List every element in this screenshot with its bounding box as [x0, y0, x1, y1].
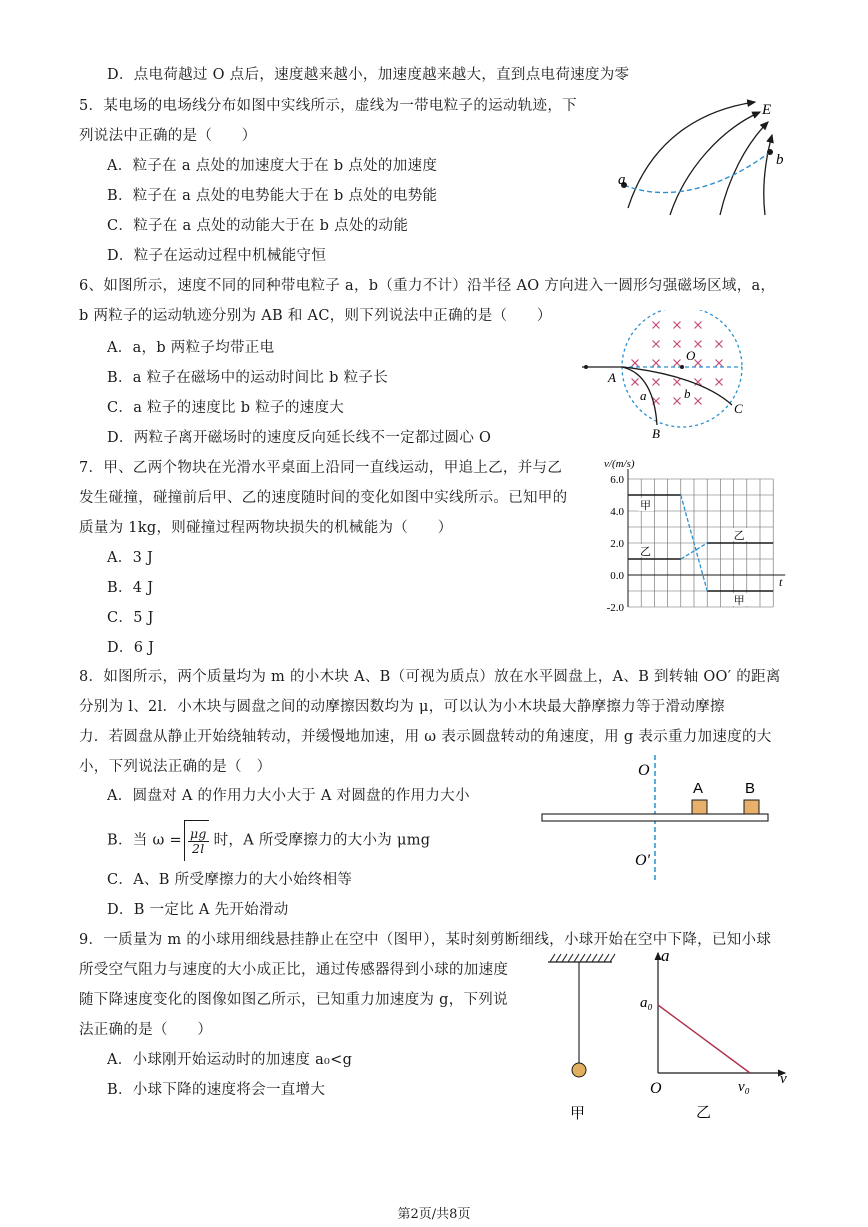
- svg-text:b: b: [684, 386, 691, 401]
- y-axis-label: v/(m/s): [604, 458, 635, 470]
- svg-text:a: a: [661, 946, 670, 965]
- y-tick-label: 4.0: [610, 506, 624, 518]
- svg-text:a: a: [640, 388, 647, 403]
- q7-option-b: B．4 J: [107, 580, 154, 596]
- svg-text:v₀: v₀: [738, 1079, 750, 1095]
- svg-text:O: O: [638, 762, 650, 779]
- q7-vt-chart: [590, 455, 790, 620]
- q6-option-b: B．a 粒子在磁场中的运动时间比 b 粒子长: [107, 370, 389, 386]
- q4-option-d: D．点电荷越过 O 点后，速度越来越小，加速度越来越大，直到点电荷速度为零: [107, 67, 630, 83]
- field-cross: [674, 322, 681, 329]
- series-label-yi-after: 乙: [733, 529, 745, 542]
- field-cross: [653, 341, 660, 348]
- q5-option-a: A．粒子在 a 点处的加速度大于在 b 点处的加速度: [107, 158, 438, 174]
- field-cross: [674, 398, 681, 405]
- svg-text:甲: 甲: [570, 1104, 586, 1122]
- svg-text:v: v: [780, 1071, 787, 1087]
- center-O: [680, 365, 684, 369]
- svg-text:B: B: [652, 426, 660, 441]
- q9-pendulum-figure: [540, 948, 620, 1128]
- svg-text:A: A: [608, 370, 616, 385]
- q7-stem-line2: 发生碰撞，碰撞前后甲、乙的速度随时间的变化如图中实线所示。已知甲的: [79, 490, 568, 506]
- y-tick-label: -2.0: [606, 602, 624, 614]
- q6-option-c: C．a 粒子的速度比 b 粒子的速度大: [107, 400, 345, 416]
- q8-option-d: D．B 一定比 A 先开始滑动: [107, 902, 289, 918]
- field-cross: [674, 341, 681, 348]
- fraction: [188, 827, 209, 856]
- q9-option-a: A．小球刚开始运动时的加速度 a₀<g: [107, 1052, 353, 1068]
- label-b: b: [776, 152, 784, 168]
- field-line-3: [720, 122, 768, 215]
- q8-disk-figure: [538, 755, 778, 885]
- svg-text:C: C: [734, 401, 743, 416]
- svg-text:O: O: [686, 348, 696, 363]
- trajectory-AC: [622, 367, 732, 405]
- q6-option-d: D．两粒子离开磁场时的速度反向延长线不一定都过圆心 O: [107, 430, 492, 446]
- q9-option-b: B．小球下降的速度将会一直增大: [107, 1082, 326, 1098]
- field-cross: [632, 360, 639, 367]
- legend-label-jia: 甲: [640, 499, 651, 512]
- field-cross: [716, 341, 723, 348]
- q9-a-v-graph: [630, 945, 795, 1135]
- q8-option-b-suffix: 时，A 所受摩擦力的大小为 μmg: [208, 832, 431, 849]
- q7-option-d: D．6 J: [107, 640, 155, 656]
- q7-option-a: A．3 J: [107, 550, 154, 566]
- y-tick-label: 0.0: [610, 570, 624, 582]
- q7-option-c: C．5 J: [107, 610, 154, 626]
- field-cross: [653, 322, 660, 329]
- q5-option-d: D．粒子在运动过程中机械能守恒: [107, 248, 327, 264]
- x-axis-label: t: [779, 575, 783, 589]
- q8-option-b-prefix: B．当 ω =: [107, 832, 182, 849]
- q6-stem-line1: 6、如图所示，速度不同的同种带电粒子 a，b（重力不计）沿半径 AO 方向进入一圆形匀强磁场区域，a，: [79, 278, 776, 294]
- label-E: E: [762, 102, 772, 118]
- field-cross: [716, 379, 723, 386]
- q6-stem-line2: b 两粒子的运动轨迹分别为 AB 和 AC，则下列说法中正确的是（ ）: [79, 308, 552, 324]
- svg-text:A: A: [693, 780, 704, 797]
- field-cross: [653, 360, 660, 367]
- sqrt-sign: [184, 820, 209, 861]
- q7-stem-line1: 7．甲、乙两个物块在光滑水平桌面上沿同一直线运动，甲追上乙，并与乙: [79, 460, 563, 476]
- label-a: a: [618, 172, 626, 188]
- page-footer: 第2页/共8页: [397, 1207, 471, 1222]
- q5-stem-line2: 列说法中正确的是（ ）: [79, 128, 257, 144]
- particle-trajectory: [624, 152, 770, 193]
- field-line-4: [764, 135, 772, 215]
- q5-field-figure: [610, 90, 790, 225]
- q8-option-c: C．A、B 所受摩擦力的大小始终相等: [107, 872, 353, 888]
- fraction-numerator: μg: [189, 825, 207, 841]
- field-cross: [653, 379, 660, 386]
- q9-stem-line2: 所受空气阻力与速度的大小成正比，通过传感器得到小球的加速度: [79, 962, 509, 978]
- block-A: [692, 800, 707, 814]
- y-tick-label: 2.0: [610, 538, 624, 550]
- q5-stem-line1: 5．某电场的电场线分布如图中实线所示，虚线为一带电粒子的运动轨迹，下: [79, 98, 577, 114]
- svg-text:O′: O′: [635, 852, 651, 869]
- point-b: [767, 149, 773, 155]
- field-cross: [716, 360, 723, 367]
- legend-label-yi: 乙: [640, 545, 651, 558]
- series-label-jia-after: 甲: [733, 594, 745, 607]
- q7-stem-line3: 质量为 1kg，则碰撞过程两物块损失的机械能为（ ）: [79, 520, 453, 536]
- q5-option-b: B．粒子在 a 点处的电势能大于在 b 点处的电势能: [107, 188, 438, 204]
- field-cross: [674, 379, 681, 386]
- q8-stem-line4: 小，下列说法正确的是（ ）: [79, 759, 272, 775]
- q6-option-a: A．a，b 两粒子均带正电: [107, 340, 275, 356]
- field-cross: [695, 341, 702, 348]
- field-line-1: [628, 102, 755, 208]
- field-line-2: [670, 112, 760, 215]
- q8-stem-line1: 8．如图所示，两个质量均为 m 的小木块 A、B（可视为质点）放在水平圆盘上，A、B 到转轴 OO′ 的距离: [79, 669, 781, 685]
- y-tick-label: 6.0: [610, 474, 624, 486]
- field-cross: [674, 360, 681, 367]
- field-cross: [695, 322, 702, 329]
- q8-option-a: A．圆盘对 A 的作用力大小大于 A 对圆盘的作用力大小: [107, 788, 470, 804]
- field-cross: [632, 379, 639, 386]
- ball: [572, 1063, 586, 1077]
- fraction-denominator: 2l: [192, 840, 205, 856]
- q8-option-b: [107, 820, 430, 860]
- q8-stem-line3: 力．若圆盘从静止开始绕轴转动，并缓慢地加速，用 ω 表示圆盘转动的角速度，用 g 表示重力加速度的大: [79, 729, 772, 745]
- svg-text:乙: 乙: [696, 1103, 712, 1121]
- svg-text:O: O: [650, 1080, 662, 1097]
- field-cross: [695, 398, 702, 405]
- svg-text:a₀: a₀: [640, 995, 653, 1011]
- q9-stem-line4: 法正确的是（ ）: [79, 1022, 213, 1038]
- a-v-line: [658, 1005, 750, 1073]
- disk: [542, 814, 768, 821]
- block-B: [744, 800, 759, 814]
- svg-text:B: B: [745, 780, 756, 797]
- field-cross: [695, 360, 702, 367]
- q8-stem-line2: 分别为 l、2l．小木块与圆盘之间的动摩擦因数均为 μ，可以认为小木块最大静摩擦力等于滑动摩擦: [79, 699, 725, 715]
- q9-stem-line1: 9．一质量为 m 的小球用细线悬挂静止在空中（图甲），某时刻剪断细线，小球开始在空中下降，已知小球: [79, 932, 772, 948]
- q6-magnetic-figure: [580, 310, 780, 445]
- q5-option-c: C．粒子在 a 点处的动能大于在 b 点处的动能: [107, 218, 409, 234]
- q9-stem-line3: 随下降速度变化的图像如图乙所示，已知重力加速度为 g，下列说: [79, 992, 508, 1008]
